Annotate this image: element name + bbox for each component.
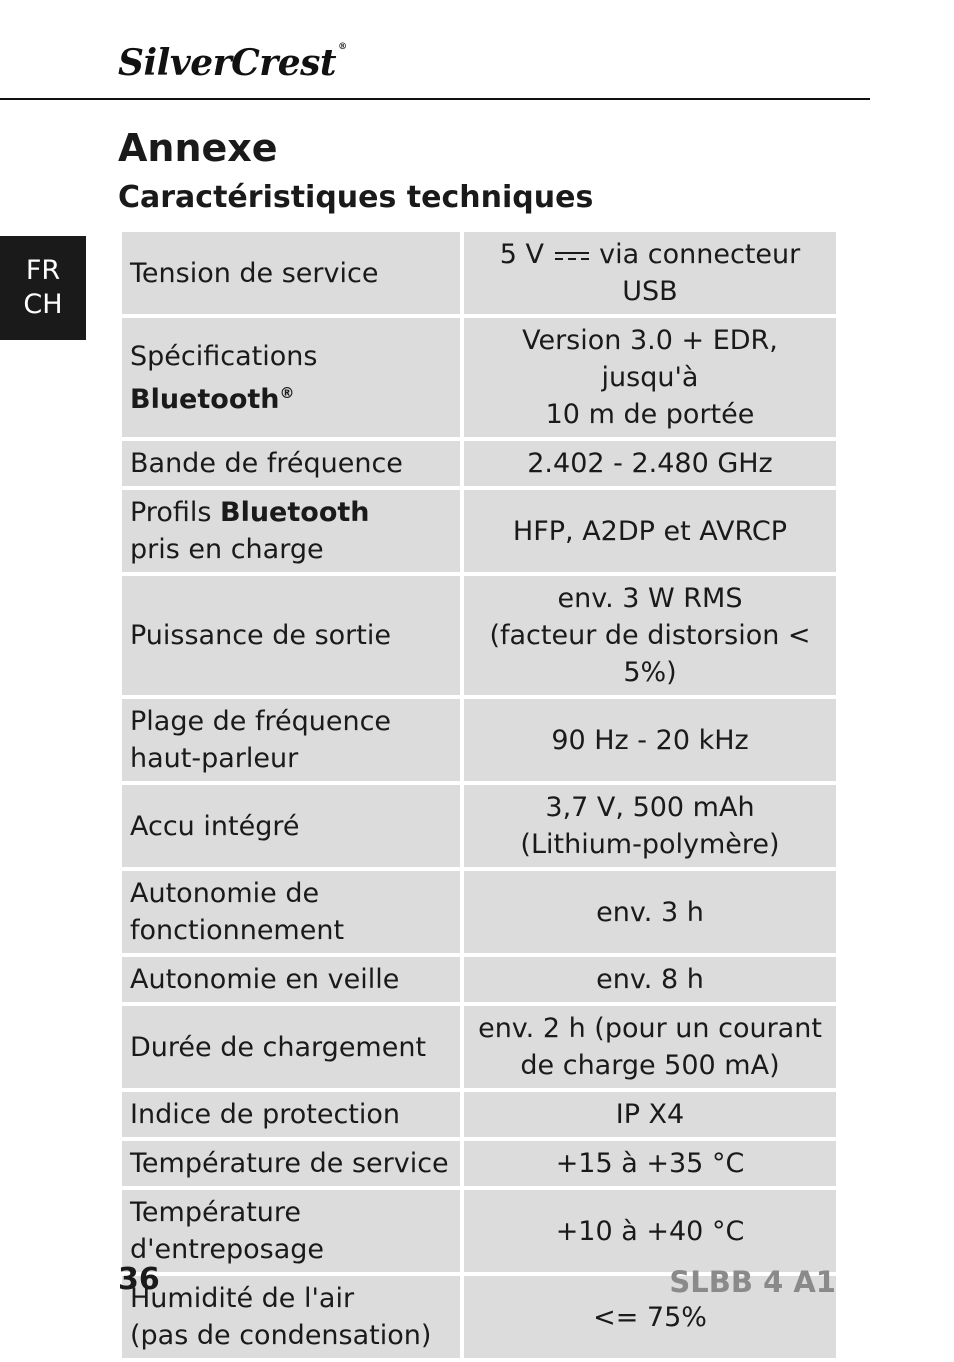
spec-value (464, 441, 836, 486)
spec-label (122, 1190, 460, 1272)
table-row (122, 1006, 836, 1088)
registered-mark: ® (279, 383, 295, 402)
table-row (122, 441, 836, 486)
spec-label (122, 441, 460, 486)
value-text: 5 V (499, 239, 544, 270)
label-text: haut-parleur (130, 743, 299, 774)
lang-code-fr: FR (25, 255, 61, 286)
label-text-bold: Bluetooth (220, 497, 370, 528)
value-text: HFP, A2DP et AVRCP (512, 515, 788, 547)
value-text: Version 3.0 + EDR, jusqu'à (522, 325, 778, 393)
table-row (122, 871, 836, 953)
label-text: Tension de service (130, 257, 379, 289)
page-title: Annexe (118, 126, 278, 170)
spec-label (122, 318, 460, 437)
spec-label (122, 576, 460, 695)
label-text: Puissance de sortie (130, 620, 391, 651)
value-text: (Lithium-polymère) (520, 829, 780, 860)
label-text: Autonomie de (130, 878, 320, 909)
value-text: 90 Hz - 20 kHz (551, 724, 749, 756)
spec-label (122, 232, 460, 314)
value-text: +10 à +40 °C (555, 1215, 745, 1247)
value-text: env. 2 h (pour un courant (478, 1013, 822, 1044)
value-text: env. 3 h (596, 896, 704, 928)
spec-value (464, 490, 836, 572)
spec-value (464, 318, 836, 437)
spec-label (122, 785, 460, 867)
spec-value (464, 232, 836, 314)
label-text: Autonomie en veille (130, 964, 400, 995)
value-text: +15 à +35 °C (555, 1148, 745, 1179)
table-row (122, 490, 836, 572)
label-text: pris en charge (130, 534, 324, 565)
label-text: Température de service (130, 1148, 449, 1179)
label-text: fonctionnement (130, 915, 345, 946)
spec-value (464, 1006, 836, 1088)
table-row (122, 1141, 836, 1186)
value-text: IP X4 (615, 1099, 685, 1130)
label-text: Température (130, 1197, 302, 1228)
spec-value (464, 957, 836, 1002)
brand-name: SilverCrest (118, 42, 337, 84)
spec-value (464, 871, 836, 953)
table-row (122, 699, 836, 781)
table-row (122, 957, 836, 1002)
spec-value (464, 1190, 836, 1272)
label-text: Indice de protection (130, 1099, 401, 1130)
page-number: 36 (118, 1262, 160, 1297)
label-text: Spécifications (130, 340, 318, 372)
model-number: SLBB 4 A1 (669, 1265, 836, 1299)
table-row (122, 318, 836, 437)
spec-label (122, 1141, 460, 1186)
spec-value (464, 785, 836, 867)
brand-logo (118, 42, 347, 84)
dc-symbol-icon (555, 250, 589, 262)
specs-table (118, 228, 840, 1362)
label-text: d'entreposage (130, 1234, 325, 1265)
lang-code-ch: CH (23, 289, 63, 320)
spec-label (122, 699, 460, 781)
spec-value (464, 699, 836, 781)
table-row (122, 232, 836, 314)
label-text: Profils (130, 497, 220, 528)
value-text: (facteur de distorsion < 5%) (489, 620, 811, 688)
label-text: (pas de condensation) (130, 1320, 432, 1351)
language-tab (0, 236, 86, 340)
value-text: 3,7 V, 500 mAh (545, 792, 755, 823)
value-text: <= 75% (593, 1301, 707, 1333)
value-text: via connecteur USB (599, 239, 801, 307)
table-row (122, 576, 836, 695)
value-text: env. 3 W RMS (557, 583, 743, 614)
label-text: Bande de fréquence (130, 448, 403, 479)
label-text-bold: Bluetooth (130, 383, 280, 415)
spec-label (122, 1006, 460, 1088)
value-text: de charge 500 mA) (520, 1050, 780, 1081)
spec-value (464, 1092, 836, 1137)
table-row (122, 1092, 836, 1137)
table-row (122, 1190, 836, 1272)
spec-label (122, 871, 460, 953)
value-text: 10 m de portée (545, 399, 755, 430)
value-text: 2.402 - 2.480 GHz (527, 448, 773, 479)
header-rule (0, 98, 870, 100)
spec-label (122, 1276, 460, 1358)
table-row (122, 785, 836, 867)
section-title: Caractéristiques techniques (118, 180, 594, 215)
spec-label (122, 1092, 460, 1137)
registered-mark: ® (338, 42, 347, 52)
label-text: Durée de chargement (130, 1031, 427, 1063)
spec-label (122, 490, 460, 572)
spec-label (122, 957, 460, 1002)
label-text: Humidité de l'air (130, 1283, 355, 1314)
spec-value (464, 1141, 836, 1186)
value-text: env. 8 h (596, 964, 704, 995)
label-text: Plage de fréquence (130, 706, 392, 737)
spec-value (464, 576, 836, 695)
label-text: Accu intégré (130, 810, 300, 842)
